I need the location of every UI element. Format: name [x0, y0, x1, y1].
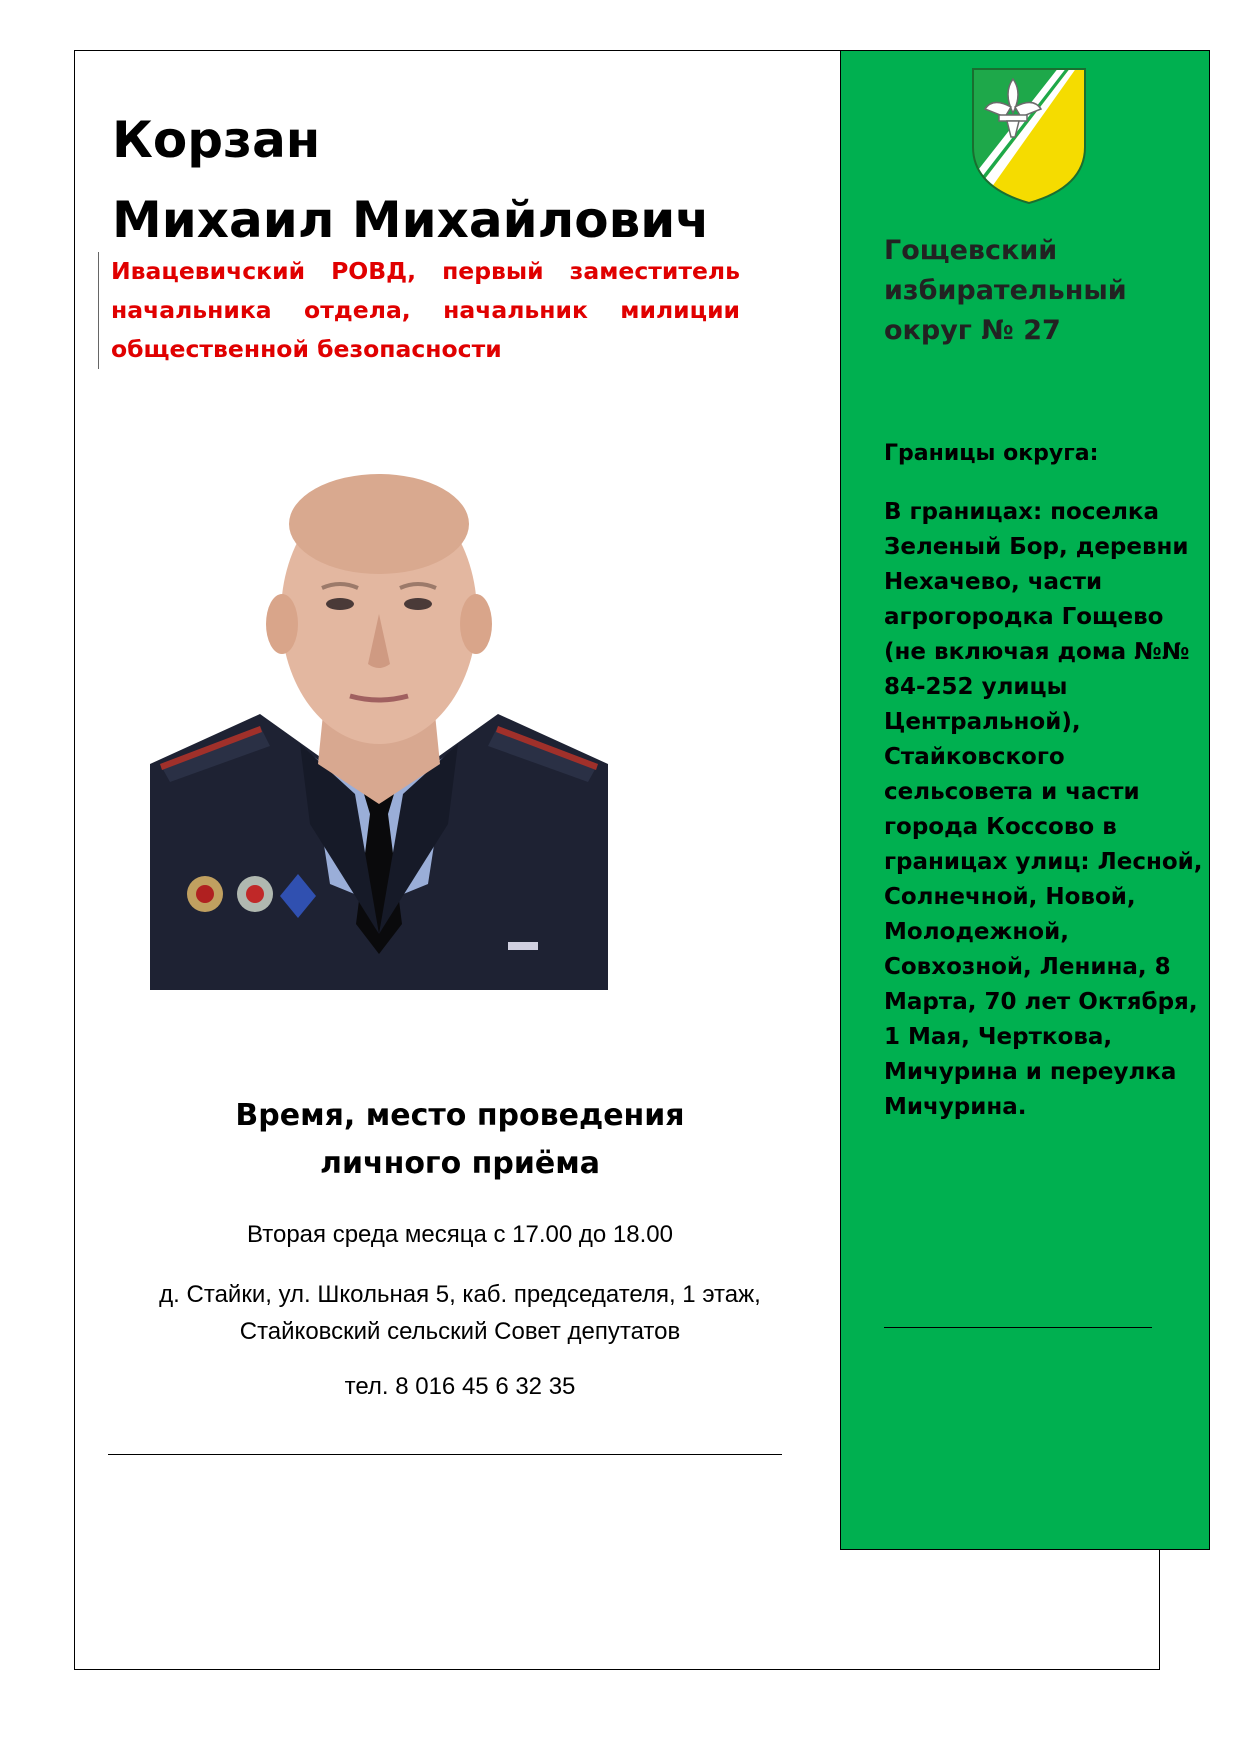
reception-time: Вторая среда месяца с 17.00 до 18.00: [247, 1221, 673, 1248]
district-line1: Гощевский: [884, 235, 1058, 266]
candidate-name: [112, 100, 710, 260]
district-name: [884, 231, 1184, 351]
district-sidebar: [840, 50, 1210, 1550]
reception-address-line1: д. Стайки, ул. Школьная 5, каб. председателя, 1 этаж,: [159, 1281, 761, 1308]
district-borders-label: Границы округа:: [884, 441, 1099, 466]
reception-title: [110, 1092, 810, 1188]
reception-title-line1: Время, место проведения: [235, 1098, 685, 1133]
reception-address-line2: Стайковский сельский Совет депутатов: [239, 1318, 681, 1345]
divider-line: [108, 1454, 782, 1455]
reception-title-line2: личного приёма: [320, 1146, 600, 1181]
district-line2: избирательный: [884, 275, 1127, 306]
reception-address: [110, 1276, 810, 1350]
candidate-given-names: Михаил Михайлович: [112, 191, 710, 249]
candidate-surname: Корзан: [112, 111, 321, 169]
portrait-photo: [150, 464, 608, 990]
district-borders-text: В границах: поселка Зеленый Бор, деревни Нехачево, части агрогородка Гощево (не включая дома №№ 84-252 улицы Центральной), Стайковского сельсовета и части города Коссово в границах улиц: Лесной, Солнечной, Новой, Молодежной, Совхозной, Ленина, 8 Марта, 70 лет Октября, 1 Мая, Черткова, Мичурина и переулка Мичурина.: [884, 499, 1203, 1120]
sidebar-divider-line: [884, 1327, 1152, 1328]
coat-of-arms-icon: [971, 67, 1087, 205]
candidate-position: Ивацевичский РОВД, первый заместитель начальника отдела, начальник милиции общественной безопасности: [98, 252, 740, 369]
district-line3: округ № 27: [884, 315, 1061, 346]
reception-phone: тел. 8 016 45 6 32 35: [344, 1373, 576, 1400]
